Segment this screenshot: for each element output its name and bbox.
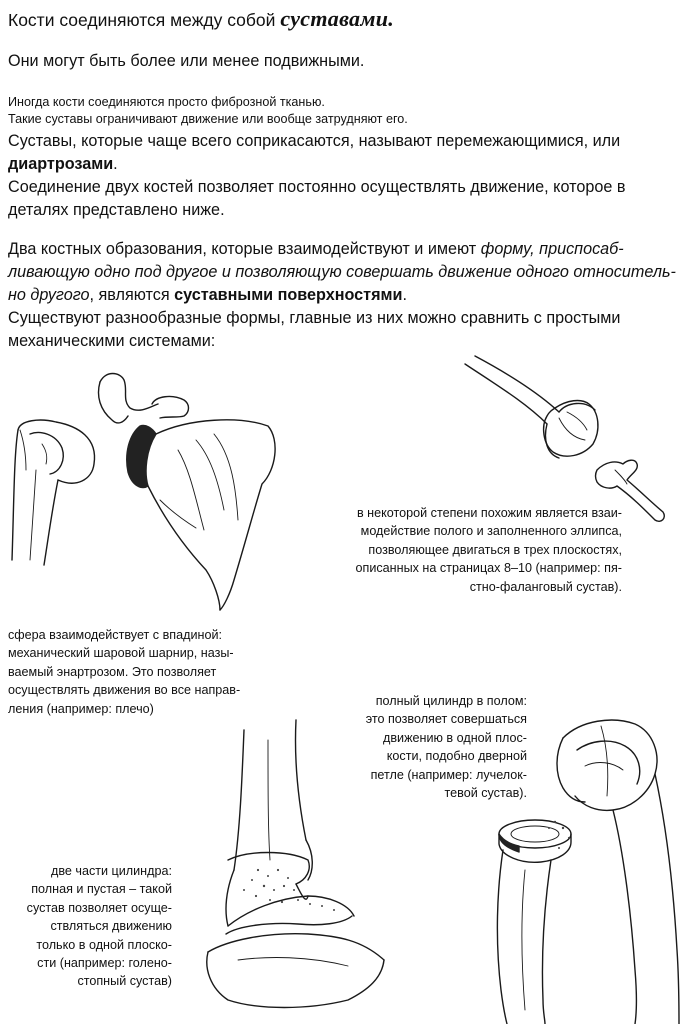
- shoulder-joint-illustration: [0, 360, 290, 620]
- surfaces-line-3: [8, 284, 680, 307]
- page-title: [8, 6, 394, 32]
- paragraph-surfaces: [8, 238, 680, 307]
- diarthrosis-tail: .: [113, 155, 118, 173]
- note-fibrous: [8, 94, 408, 128]
- caption-parts-line: только в одной плоско-: [36, 937, 172, 952]
- caption-parts-line: полная и пустая – такой: [31, 882, 172, 897]
- paragraph-mobility: Они могут быть более или менее подвижными.: [8, 52, 365, 70]
- paragraph-movement: [8, 176, 680, 222]
- caption-ellipse-line: стно-фаланговый сустав).: [469, 579, 622, 594]
- caption-parts-line: ствляться движению: [50, 919, 172, 934]
- caption-cylinder-line: полный цилиндр в полом:: [375, 694, 527, 708]
- ellipsoid-joint-illustration: [455, 350, 675, 530]
- diarthrosis-line-1: Суставы, которые чаще всего соприкасаются, называют перемежающимися, или: [8, 132, 621, 150]
- caption-cylinder-line: тевой сустав).: [444, 786, 527, 801]
- movement-line-2: деталях представлено ниже.: [8, 201, 225, 219]
- surfaces-l1a: Два костных образования, которые взаимодействуют и имеют: [8, 240, 481, 258]
- caption-sphere-line: сфера взаимодействует с впадиной:: [8, 628, 222, 642]
- paragraph-diarthrosis: [8, 130, 680, 176]
- caption-parts-line: две части цилиндра:: [50, 864, 172, 878]
- surfaces-line-2: ливающую одно под другое и позволяющую совершать движение одного относитель-: [8, 263, 676, 281]
- caption-ellipse-line: в некоторой степени похожим является взаи-: [356, 506, 622, 520]
- caption-cylinder-full: [330, 692, 527, 802]
- caption-sphere-line: осуществлять движения во все направ-: [8, 683, 241, 698]
- surfaces-l1b: форму, приспосаб-: [480, 240, 624, 258]
- caption-ellipse-line: модействие полого и заполненного эллипса,: [360, 524, 622, 539]
- caption-ellipse: [300, 504, 622, 596]
- caption-cylinder-line: движению в одной плос-: [383, 730, 527, 745]
- diarthrosis-line-2: [8, 153, 680, 176]
- caption-parts-line: сти (например: голено-: [37, 956, 172, 971]
- caption-cylinder-line: это позволяет совершаться: [365, 712, 527, 727]
- title-emphasis: суставами.: [280, 6, 395, 31]
- surfaces-l3d: .: [402, 286, 407, 304]
- caption-sphere-line: ления (например: плечо): [8, 701, 154, 716]
- note-line-1: Иногда кости соединяются просто фиброзной тканью.: [8, 95, 325, 109]
- forms-line-2: механическими системами:: [8, 332, 216, 350]
- caption-cylinder-parts: [10, 862, 172, 991]
- note-line-2: Такие суставы ограничивают движение или вообще затрудняют его.: [8, 112, 408, 126]
- caption-sphere-line: ваемый энартрозом. Это позволяет: [8, 664, 217, 679]
- surfaces-l3a: но другого: [8, 286, 90, 304]
- caption-cylinder-line: петле (например: лучелок-: [370, 767, 527, 782]
- paragraph-forms: [8, 307, 680, 353]
- term-diarthrosis: диартрозами: [8, 155, 114, 173]
- caption-parts-line: сустав позволяет осуще-: [26, 900, 172, 915]
- caption-ellipse-line: позволяющее двигаться в трех плоскостях,: [368, 542, 622, 557]
- caption-ellipse-line: описанных на страницах 8–10 (например: пя-: [355, 561, 622, 576]
- movement-line-1: Соединение двух костей позволяет постоянно осуществлять движение, которое в: [8, 178, 626, 196]
- caption-parts-line: стопный сустав): [77, 974, 172, 989]
- term-articular-surfaces: суставными поверхностями: [174, 286, 403, 304]
- surfaces-line-1: [8, 238, 680, 261]
- title-lead: Кости соединяются между собой: [8, 10, 281, 30]
- caption-sphere-line: механический шаровой шарнир, назы-: [8, 646, 234, 661]
- surfaces-l3b: , являются: [89, 286, 175, 304]
- forms-line-1: Существуют разнообразные формы, главные из них можно сравнить с простыми: [8, 309, 621, 327]
- caption-sphere: [8, 626, 278, 718]
- caption-cylinder-line: кости, подобно дверной: [386, 749, 527, 764]
